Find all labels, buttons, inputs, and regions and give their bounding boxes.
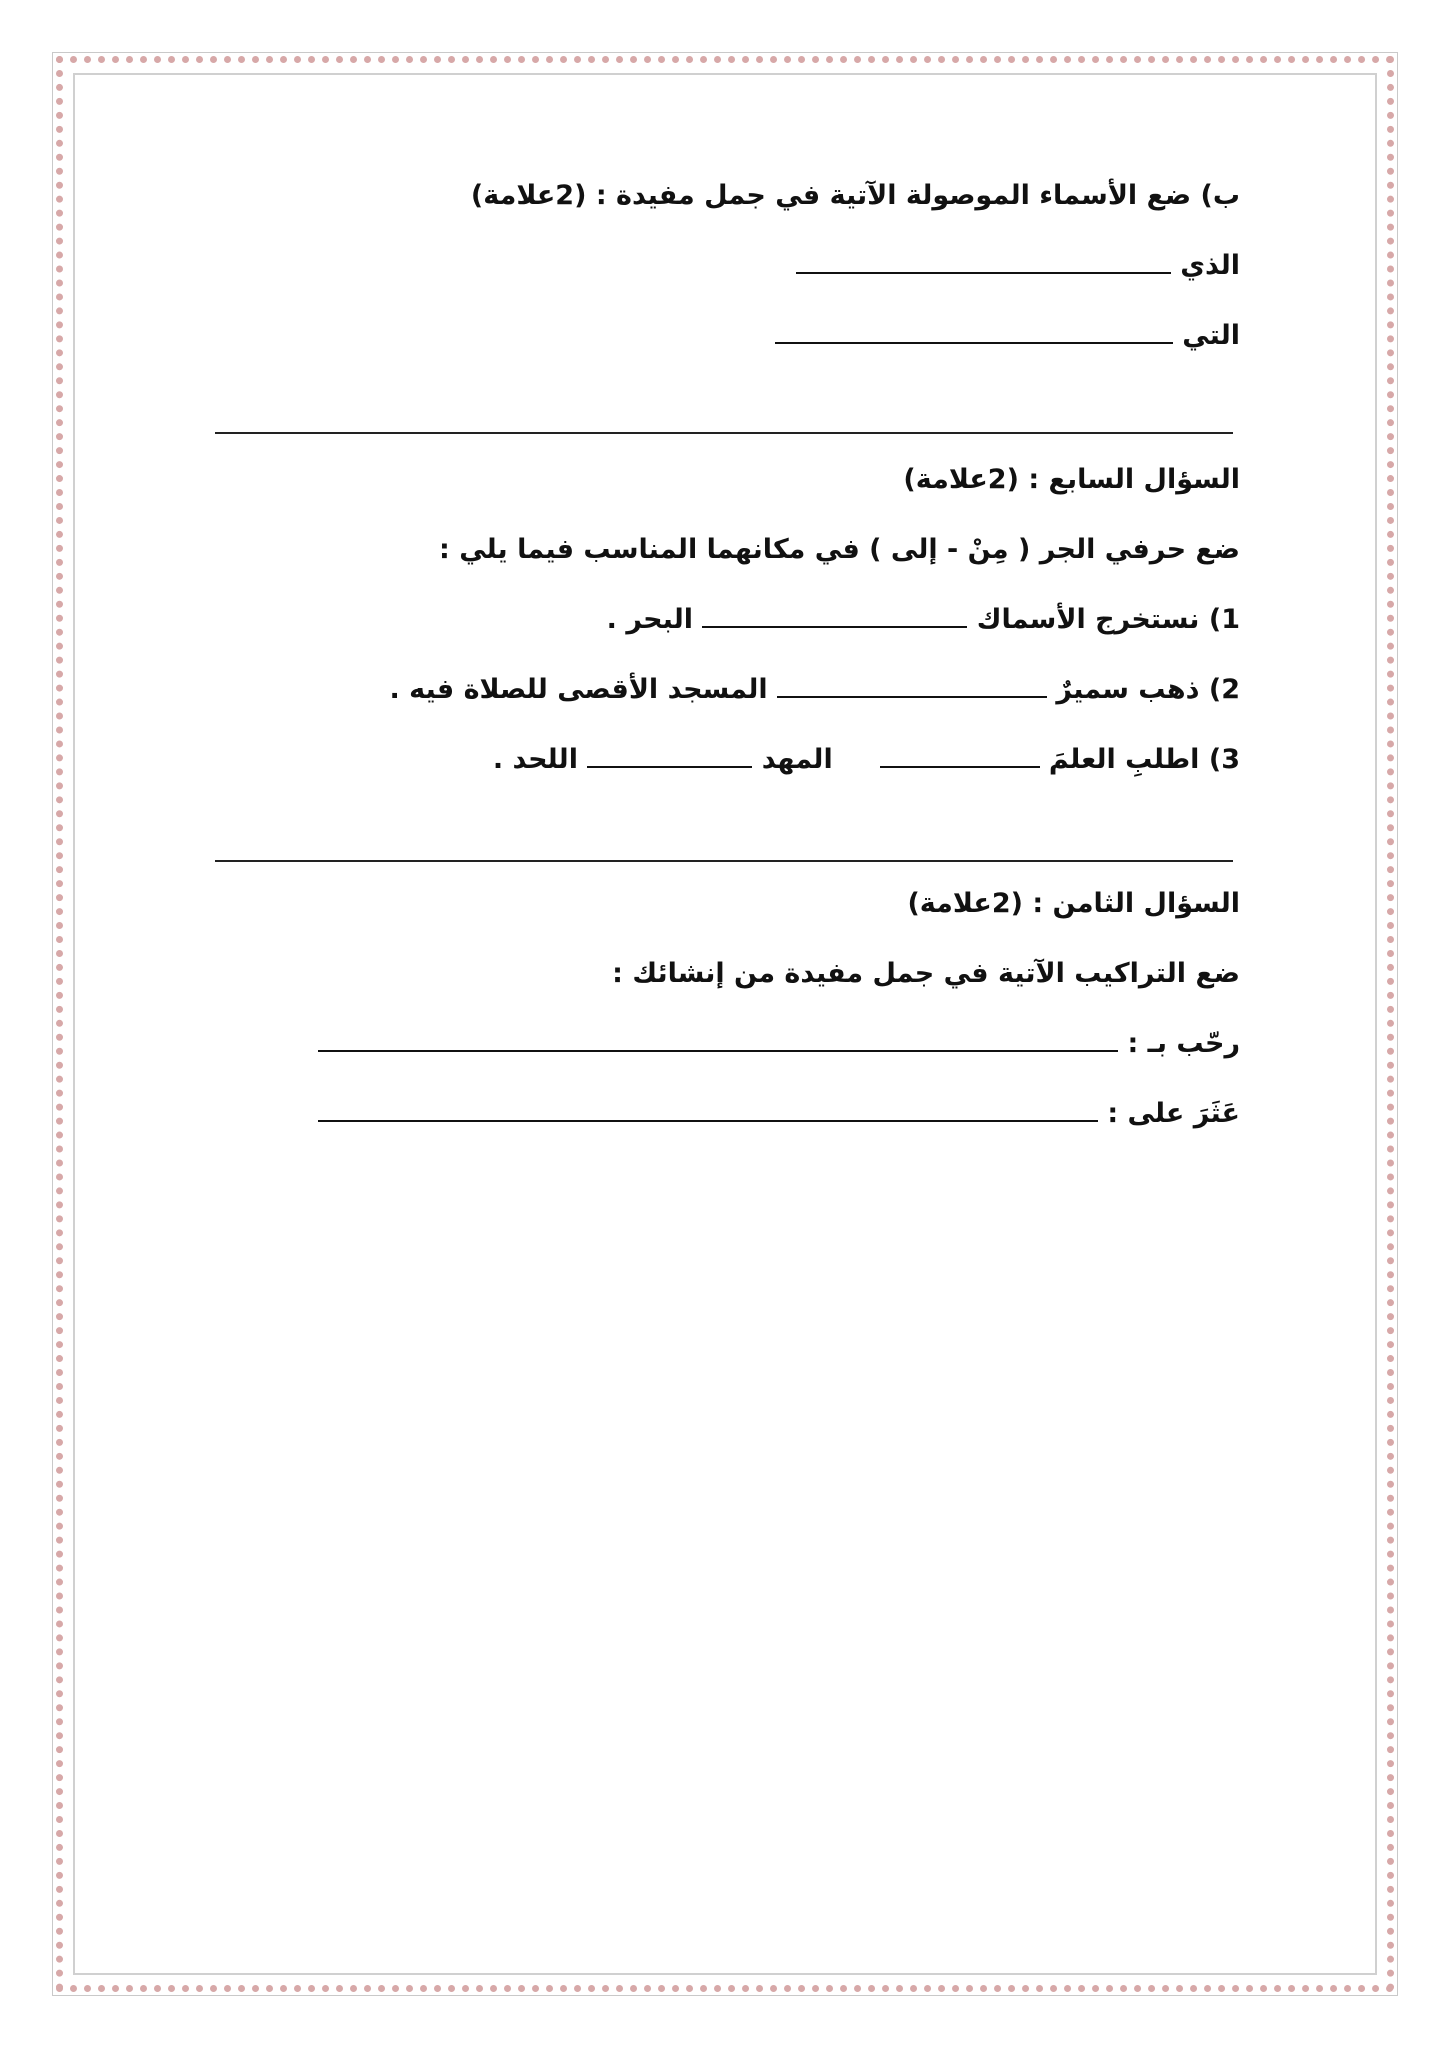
section-b-item-2: التي xyxy=(775,316,1240,356)
answer-blank[interactable] xyxy=(777,670,1047,698)
question-7-item-2: 2) ذهب سميرٌ المسجد الأقصى للصلاة فيه . xyxy=(389,670,1240,710)
answer-blank[interactable] xyxy=(318,1094,1098,1122)
answer-blank[interactable] xyxy=(775,316,1173,344)
section-b-heading: ب) ضع الأسماء الموصولة الآتية في جمل مفيدة : (2علامة) xyxy=(470,180,1240,211)
question-7-item-3: 3) اطلبِ العلمَ المهد اللحد . xyxy=(493,740,1240,780)
question-7-instruction: ضع حرفي الجر ( مِنْ - إلى ) في مكانهما المناسب فيما يلي : xyxy=(439,534,1240,565)
answer-blank[interactable] xyxy=(587,740,752,768)
section-divider xyxy=(215,432,1233,434)
question-8-item-1: رحّب بـ : xyxy=(318,1024,1240,1064)
answer-blank[interactable] xyxy=(702,600,967,628)
question-8-instruction: ضع التراكيب الآتية في جمل مفيدة من إنشائك : xyxy=(612,958,1240,989)
question-7-item-1: 1) نستخرج الأسماك البحر . xyxy=(607,600,1240,640)
answer-blank[interactable] xyxy=(880,740,1040,768)
answer-blank[interactable] xyxy=(318,1024,1118,1052)
question-8-title: السؤال الثامن : (2علامة) xyxy=(907,888,1240,919)
question-7-title: السؤال السابع : (2علامة) xyxy=(903,464,1240,495)
section-divider xyxy=(215,860,1233,862)
question-8-item-2: عَثَرَ على : xyxy=(318,1094,1240,1134)
answer-blank[interactable] xyxy=(796,246,1171,274)
section-b-item-1: الذي xyxy=(796,246,1240,286)
